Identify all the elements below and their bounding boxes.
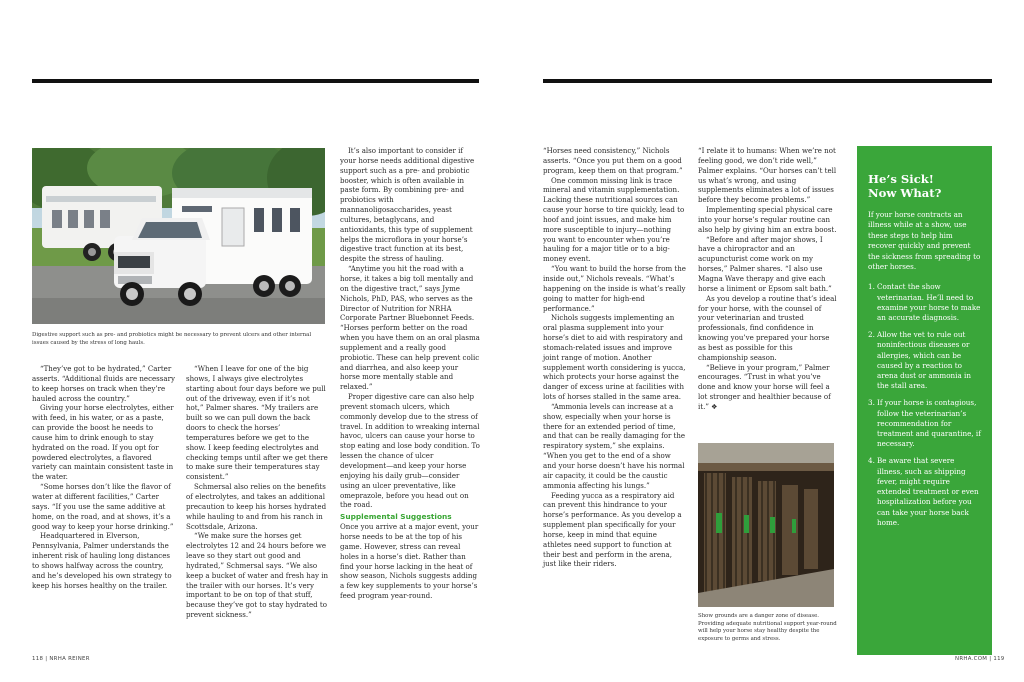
paragraph: “Some horses don’t like the flavor of water at different facilities,” Carter says. “If you use the same additive at home, on the road, and at shows, it’s a good way to keep your horse drinking.”	[32, 482, 174, 531]
list-item	[868, 330, 982, 391]
list-item	[868, 456, 982, 527]
list-item	[868, 398, 982, 449]
paragraph: “Anytime you hit the road with a horse, it takes a big toll mentally and on the digestive tract,” says Jyme Nichols, PhD, PAS, who serves as the Director of Nutrition for NRHA Corporate Partner Bluebonnet Feeds. “Horses perform better on the road when you have them on an oral plasma supplement and a really good probiotic. These can help prevent colic and diarrhea, and also keep your horse more mentally stable and relaxed.”	[340, 264, 480, 392]
sidebar-intro: If your horse contracts an illness while at a show, use these steps to help him recover quickly and prevent the sickness from spreading to other horses.	[868, 210, 981, 272]
sidebar-title	[868, 172, 982, 200]
paragraph: “They’ve got to be hydrated,” Carter asserts. “Additional fluids are necessary to keep horses on track when they’re hauled across the country.”	[32, 364, 175, 403]
step-number: 2.	[868, 330, 875, 340]
paragraph: “You want to build the horse from the inside out,” Nichols reveals. “What’s happening on the inside is what’s really going to matter for high-end performance.”	[543, 264, 686, 313]
page-footer-left: 118 | NRHA REINER	[32, 656, 90, 662]
horse-stalls-photo	[698, 443, 834, 607]
step-text: If your horse is contagious, follow the veterinarian’s recommendation for treatment and quarantine, if necessary.	[877, 398, 981, 449]
left-top-rule	[32, 79, 479, 83]
article-column-2	[186, 364, 329, 620]
paragraph: One common missing link is trace mineral and vitamin supplementation. Lacking these nutritional sources can cause your horse to tire quickly, lead to hoof and joint issues, and make him more susceptible to injury—nothing you want to encounter when you’re hauling for a major title or to a big-money event.	[543, 175, 685, 264]
paragraph: Headquartered in Elverson, Pennsylvania, Palmer understands the inherent risk of hauling long distances to shows halfway across the country, and he’s developed his own strategy to keep his horses healthy on the trailer.	[32, 531, 172, 590]
article-column-3	[340, 146, 480, 601]
paragraph: Giving your horse electrolytes, either with feed, in his water, or as a paste, can provide the boost he needs to cause him to drink enough to stay hydrated on the road. If you opt for powdered electrolytes, a flavored variety can maintain consistent taste in the water.	[32, 403, 174, 482]
paragraph: Schmersal also relies on the benefits of electrolytes, and takes an additional precaution to keep his horses hydrated while hauling to and from his ranch in Scottsdale, Arizona.	[186, 482, 327, 531]
paragraph: “Before and after major shows, I have a chiropractor and an acupuncturist come work on my horses,” Palmer shares. “I also use Magna Wave therapy and give each horse a liniment or Epsom salt bath.”	[698, 234, 832, 293]
paragraph: As you develop a routine that’s ideal for your horse, with the counsel of your veterinarian and trusted professionals, find confidence in knowing you’ve prepared your horse as best as possible for this championship season.	[698, 293, 837, 362]
photo-caption-2: Show grounds are a danger zone of disease. Providing adequate nutritional support year-round will help your horse stay healthy despite the exposure to germs and stress.	[698, 613, 837, 642]
section-heading: Supplemental Suggestions	[340, 512, 452, 522]
sidebar-box	[857, 146, 992, 655]
truck-trailer-photo	[32, 148, 325, 324]
article-column-4	[543, 146, 686, 569]
paragraph: Nichols suggests implementing an oral plasma supplement into your horse’s diet to aid with respiratory and stomach-related issues and improve joint range of motion. Another supplement worth considering is yucca, which protects your horse against the danger of excess urine at facilities with lots of horses stalled in the same area.	[543, 313, 686, 402]
paragraph: It’s also important to consider if your horse needs additional digestive support such as a pre- and probiotic booster, which is often available in paste form. By combining pre- and probiotics with mannanoligosaccharides, yeast cultures, betaglycans, and antioxidants, this type of supplement helps the microflora in your horse’s digestive tract function at its best, despite the stress of hauling.	[340, 146, 475, 264]
paragraph: Proper digestive care can also help prevent stomach ulcers, which commonly develop due to the stress of travel. In addition to wreaking internal havoc, ulcers can cause your horse to stop eating and lose body condition. To lessen the chance of ulcer development—and keep your horse enjoying his daily grub—consider using an ulcer preventative, like omeprazole, before you head out on the road.	[340, 392, 480, 510]
page-footer-right: NRHA.COM | 119	[955, 656, 1005, 662]
sidebar-title-line1: He’s Sick!	[868, 172, 934, 186]
paragraph: “We make sure the horses get electrolytes 12 and 24 hours before we leave so they start out good and hydrated,” Schmersal says. “We also keep a bucket of water and fresh hay in the trailer with our horses. It’s very important to be on top of that stuff, because they’ve got to stay hydrated to prevent sickness.”	[186, 531, 329, 620]
sidebar-title-line2: Now What?	[868, 186, 942, 200]
paragraph: Once you arrive at a major event, your horse needs to be at the top of his game. However, stress can reveal holes in a horse’s diet. Rather than find your horse lacking in the heat of show season, Nichols suggests adding a few key supplements to your horse’s feed program year-round.	[340, 522, 479, 601]
step-number: 3.	[868, 398, 875, 408]
step-text: Contact the show veterinarian. He’ll need to examine your horse to make an accurate diagnosis.	[877, 282, 981, 323]
article-column-1	[32, 364, 175, 590]
step-number: 4.	[868, 456, 875, 466]
step-text: Be aware that severe illness, such as shipping fever, might require extended treatment or even hospitalization before you can take your horse back home.	[877, 456, 979, 527]
paragraph: Feeding yucca as a respiratory aid can prevent this hindrance to your horse’s performance. As you develop a supplement plan specifically for your horse, keep in mind that equine athletes need support to function at their best and perform in the arena, just like their riders.	[543, 490, 682, 569]
photo-caption: Digestive support such as pre- and probiotics might be necessary to prevent ulcers and other internal issues caused by the stress of long hauls.	[32, 332, 312, 346]
sidebar-steps-list	[868, 282, 982, 527]
paragraph: “When I leave for one of the big shows, I always give electrolytes starting about four days before we pull out of the driveway, even if it’s not hot,” Palmer shares. “My trailers are built so we can pull down the back doors to check the horses’ temperatures before we get to the show. I keep feeding electrolytes and checking temps until after we get there to make sure their temperatures stay consistent.”	[186, 364, 328, 482]
right-top-rule	[543, 79, 992, 83]
step-text: Allow the vet to rule out noninfectious diseases or allergies, which can be caused by a reaction to arena dust or ammonia in the stall area.	[877, 330, 971, 391]
paragraph: “I relate it to humans: When we’re not feeling good, we don’t ride well,” Palmer explains. “Our horses can’t tell us what’s wrong, and using supplements eliminates a lot of issues before they become problems.”	[698, 146, 837, 205]
list-item	[868, 282, 982, 323]
paragraph: “Ammonia levels can increase at a show, especially when your horse is there for an extended period of time, and that can be really damaging for the respiratory system,” she explains. “When you get to the end of a show and your horse doesn’t have his normal air capacity, it could be the caustic ammonia affecting his lungs.”	[543, 401, 686, 490]
paragraph: “Horses need consistency,” Nichols asserts. “Once you put them on a good program, keep them on that program.”	[543, 146, 683, 175]
paragraph: Implementing special physical care into your horse’s regular routine can also help by giving him an extra boost.	[698, 205, 837, 234]
article-column-5	[698, 146, 838, 412]
paragraph: “Believe in your program,” Palmer encourages. “Trust in what you’ve done and know your horse will feel a lot stronger and healthier because of it.” ❖	[698, 362, 831, 411]
step-number: 1.	[868, 282, 875, 292]
